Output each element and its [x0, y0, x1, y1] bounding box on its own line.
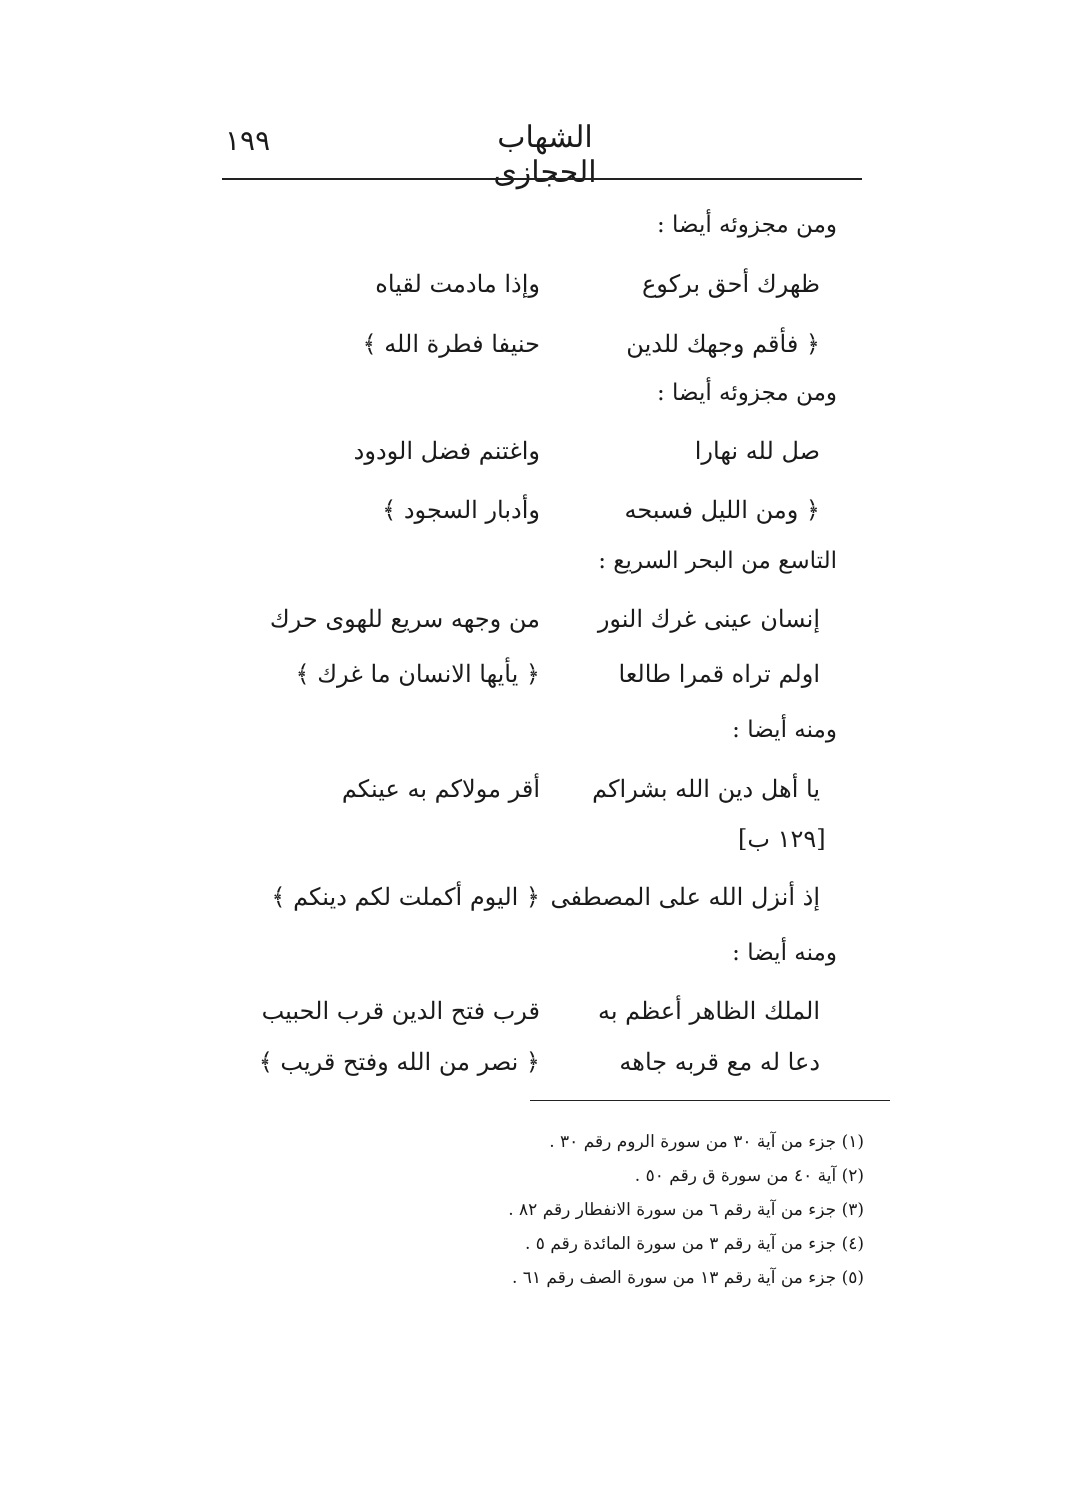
footnote-rule — [530, 1100, 890, 1101]
verse-line — [261, 997, 820, 1043]
section-heading: ومنه أيضا : — [732, 940, 837, 966]
section-heading: ومن مجزوئه أيضا : — [656, 380, 837, 406]
verse-first-hemistich: ظهرك أحق بركوع — [641, 270, 820, 298]
verse-second-hemistich: أقر مولاكم به عينكم — [341, 775, 540, 803]
section-heading: التاسع من البحر السريع : — [598, 548, 837, 574]
section-heading: ومنه أيضا : — [732, 717, 837, 743]
page-number: ١٩٩ — [225, 124, 271, 157]
verse-first-hemistich: يا أهل دين الله بشراكم — [592, 775, 820, 803]
verse-first-hemistich: إذ أنزل الله على المصطفى — [550, 883, 820, 911]
verse-line — [258, 1048, 820, 1094]
verse-line — [300, 775, 820, 821]
verse-second-hemistich: وإذا مادمت لقياه — [375, 270, 540, 298]
verse-second-hemistich: وأدبار السجود ﴾ — [382, 496, 540, 524]
verse-second-hemistich: واغتنم فضل الودود — [353, 437, 540, 465]
verse-second-hemistich: ﴿ يأيها الانسان ما غرك ﴾ — [295, 660, 540, 688]
running-head-title: الشهاب الحجازى — [493, 120, 597, 190]
verse-second-hemistich: قرب فتح الدين قرب الحبيب — [261, 997, 540, 1025]
verse-first-hemistich: دعا له مع قربه جاهه — [619, 1048, 820, 1076]
footnote: (٣) جزء من آية رقم ٦ من سورة الانفطار رقم ٨٢ . — [508, 1200, 864, 1220]
verse-first-hemistich: ﴿ فأقم وجهك للدين — [626, 330, 820, 358]
verse-line — [300, 496, 820, 542]
verse-line — [300, 330, 820, 376]
verse-first-hemistich: ﴿ ومن الليل فسبحه — [624, 496, 820, 524]
verse-first-hemistich: الملك الظاهر أعظم به — [598, 997, 820, 1025]
verse-second-hemistich: حنيفا فطرة الله ﴾ — [362, 330, 540, 358]
verse-line — [295, 660, 820, 706]
verse-second-hemistich: ﴿ اليوم أكملت لكم دينكم ﴾ — [271, 883, 540, 911]
footnote: (١) جزء من آية ٣٠ من سورة الروم رقم ٣٠ . — [549, 1132, 864, 1152]
verse-line — [269, 605, 820, 651]
manuscript-folio-marker: [١٢٩ ب] — [738, 825, 826, 853]
verse-line — [271, 883, 820, 929]
footnote: (٥) جزء من آية رقم ١٣ من سورة الصف رقم ٦١ . — [511, 1268, 864, 1288]
verse-second-hemistich: ﴿ نصر من الله وفتح قريب ﴾ — [258, 1048, 540, 1076]
verse-first-hemistich: صل لله نهارا — [694, 437, 820, 465]
verse-line — [300, 437, 820, 483]
footnote: (٤) جزء من آية رقم ٣ من سورة المائدة رقم ٥ . — [524, 1234, 864, 1254]
footnotes — [434, 1125, 864, 1295]
verse-first-hemistich: اولم تراه قمرا طالعا — [618, 660, 820, 688]
footnote: (٢) آية ٤٠ من سورة ق رقم ٥٠ . — [634, 1166, 864, 1186]
verse-line — [300, 270, 820, 316]
header-rule — [222, 178, 862, 180]
section-heading: ومن مجزوئه أيضا : — [656, 212, 837, 238]
verse-first-hemistich: إنسان عينى غرك النور — [597, 605, 820, 633]
verse-second-hemistich: من وجهه سريع للهوى حرك — [269, 605, 540, 633]
